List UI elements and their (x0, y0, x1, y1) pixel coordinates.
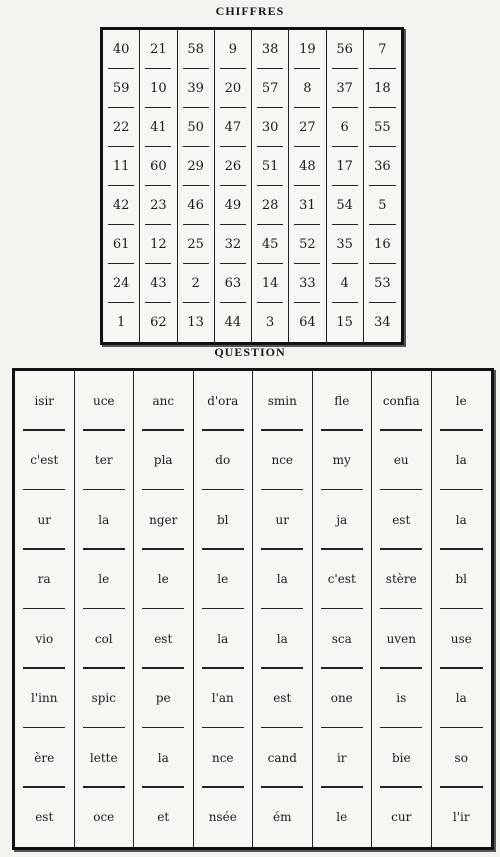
chiffres-cell: 27 (289, 108, 326, 147)
chiffres-cell: 38 (252, 30, 289, 69)
chiffres-cell: 47 (215, 108, 252, 147)
chiffres-cell: 19 (289, 30, 326, 69)
question-cell: so (432, 728, 492, 788)
question-cell: ém (253, 788, 313, 848)
chiffres-cell: 62 (140, 303, 177, 342)
question-cell: fle (313, 371, 373, 431)
question-cell: one (313, 669, 373, 729)
question-heading: QUESTION (214, 345, 286, 359)
chiffres-cell: 8 (289, 69, 326, 108)
question-cell: ère (15, 728, 75, 788)
question-cell: l'an (194, 669, 254, 729)
chiffres-cell: 29 (178, 147, 215, 186)
question-grid (12, 368, 494, 850)
chiffres-cell: 28 (252, 186, 289, 225)
chiffres-cell: 11 (103, 147, 140, 186)
chiffres-cell: 42 (103, 186, 140, 225)
question-cell: vio (15, 609, 75, 669)
chiffres-cell: 30 (252, 108, 289, 147)
chiffres-cell: 4 (327, 264, 364, 303)
chiffres-cell: 57 (252, 69, 289, 108)
chiffres-cell: 22 (103, 108, 140, 147)
question-cell: pla (134, 431, 194, 491)
chiffres-cell: 56 (327, 30, 364, 69)
chiffres-cell: 58 (178, 30, 215, 69)
question-cell: ra (15, 550, 75, 610)
question-cell: ir (313, 728, 373, 788)
chiffres-cell: 50 (178, 108, 215, 147)
question-cell: la (432, 669, 492, 729)
chiffres-cell: 52 (289, 225, 326, 264)
chiffres-cell: 23 (140, 186, 177, 225)
question-cell: la (432, 490, 492, 550)
question-cell: isir (15, 371, 75, 431)
question-cell: la (253, 550, 313, 610)
chiffres-cell: 18 (364, 69, 401, 108)
question-cell: nsée (194, 788, 254, 848)
question-cell: la (194, 609, 254, 669)
question-cell: est (134, 609, 194, 669)
question-cell: nger (134, 490, 194, 550)
question-cell: le (75, 550, 135, 610)
chiffres-cell: 54 (327, 186, 364, 225)
chiffres-cell: 41 (140, 108, 177, 147)
question-cell: le (134, 550, 194, 610)
chiffres-cell: 34 (374, 315, 391, 330)
question-cell: nce (253, 431, 313, 491)
question-cell: stère (372, 550, 432, 610)
chiffres-cell: 63 (215, 264, 252, 303)
question-cell: anc (134, 371, 194, 431)
chiffres-cell: 35 (327, 225, 364, 264)
chiffres-cell: 31 (289, 186, 326, 225)
chiffres-cell: 9 (215, 30, 252, 69)
question-cell: la (134, 728, 194, 788)
question-cell: oce (75, 788, 135, 848)
question-cell: cur (372, 788, 432, 848)
question-cell: est (15, 788, 75, 848)
chiffres-cell: 16 (364, 225, 401, 264)
chiffres-cell: 1 (103, 303, 140, 342)
question-cell: nce (194, 728, 254, 788)
chiffres-cell: 40 (103, 30, 140, 69)
chiffres-cell: 64 (289, 303, 326, 342)
chiffres-cell: 32 (215, 225, 252, 264)
question-cell: est (372, 490, 432, 550)
question-cell: ur (15, 490, 75, 550)
chiffres-cell: 13 (178, 303, 215, 342)
question-cell: le (194, 550, 254, 610)
question-cell: col (75, 609, 135, 669)
question-cell: confia (372, 371, 432, 431)
chiffres-cell: 24 (103, 264, 140, 303)
question-cell: use (432, 609, 492, 669)
question-cell: spic (75, 669, 135, 729)
question-cell: eu (372, 431, 432, 491)
chiffres-cell: 46 (178, 186, 215, 225)
question-cell: uce (75, 371, 135, 431)
question-cell: le (313, 788, 373, 848)
chiffres-cell: 10 (140, 69, 177, 108)
question-cell: sca (313, 609, 373, 669)
question-cell: la (432, 431, 492, 491)
question-cell: my (313, 431, 373, 491)
chiffres-cell: 15 (327, 303, 364, 342)
question-cell: do (194, 431, 254, 491)
chiffres-cell: 17 (327, 147, 364, 186)
chiffres-cell: 5 (364, 186, 401, 225)
question-cell: et (134, 788, 194, 848)
question-cell: bie (372, 728, 432, 788)
question-cell: la (253, 609, 313, 669)
chiffres-cell: 6 (327, 108, 364, 147)
chiffres-heading: CHIFFRES (215, 4, 285, 18)
chiffres-cell: 55 (364, 108, 401, 147)
question-cell: ur (253, 490, 313, 550)
question-cell: uven (372, 609, 432, 669)
chiffres-cell: 39 (178, 69, 215, 108)
question-cell: la (75, 490, 135, 550)
question-cell: est (253, 669, 313, 729)
question-cell: cand (253, 728, 313, 788)
chiffres-cell: 12 (140, 225, 177, 264)
chiffres-cell: 7 (364, 30, 401, 69)
question-cell: bl (432, 550, 492, 610)
chiffres-cell: 14 (252, 264, 289, 303)
chiffres-cell: 59 (103, 69, 140, 108)
chiffres-cell: 3 (252, 303, 289, 342)
question-cell: c'est (15, 431, 75, 491)
chiffres-cell: 49 (215, 186, 252, 225)
question-cell: is (372, 669, 432, 729)
question-cell: ja (313, 490, 373, 550)
question-cell: d'ora (194, 371, 254, 431)
chiffres-cell: 26 (215, 147, 252, 186)
question-cell: bl (194, 490, 254, 550)
chiffres-cell: 43 (140, 264, 177, 303)
chiffres-cell: 45 (252, 225, 289, 264)
chiffres-cell: 20 (215, 69, 252, 108)
question-cell: pe (134, 669, 194, 729)
chiffres-cell: 44 (215, 303, 252, 342)
chiffres-cell: 53 (364, 264, 401, 303)
question-cell: l'ir (452, 810, 470, 825)
chiffres-cell: 2 (178, 264, 215, 303)
chiffres-cell: 48 (289, 147, 326, 186)
chiffres-cell: 51 (252, 147, 289, 186)
chiffres-cell: 25 (178, 225, 215, 264)
chiffres-cell: 37 (327, 69, 364, 108)
chiffres-cell: 60 (140, 147, 177, 186)
question-cell: ter (75, 431, 135, 491)
chiffres-cell: 21 (140, 30, 177, 69)
question-cell: smin (253, 371, 313, 431)
question-cell: le (432, 371, 492, 431)
chiffres-cell: 36 (364, 147, 401, 186)
chiffres-grid (100, 27, 404, 345)
question-cell: c'est (313, 550, 373, 610)
chiffres-cell: 61 (103, 225, 140, 264)
question-cell: l'inn (15, 669, 75, 729)
chiffres-cell: 33 (289, 264, 326, 303)
question-cell: lette (75, 728, 135, 788)
